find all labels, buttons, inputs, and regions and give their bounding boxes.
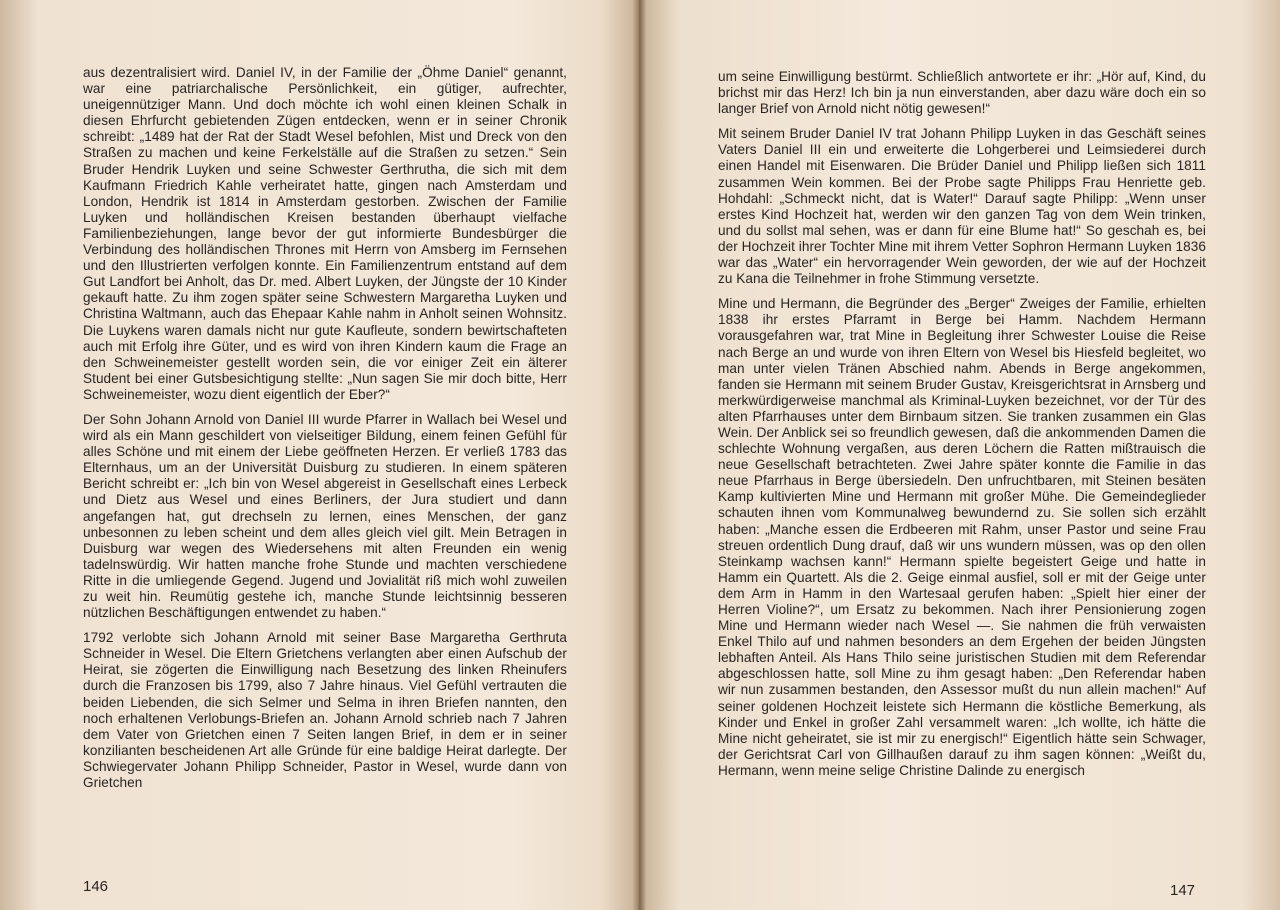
- left-page-text: [83, 65, 567, 800]
- paragraph: um seine Einwilligung bestürmt. Schließlich antwortete er ihr: „Hör auf, Kind, du brichst mir das Herz! Ich bin ja nun einverstanden, aber dazu wäre doch ein so langer Brief von Arnold nicht nötig gewesen!“: [718, 69, 1206, 117]
- paragraph: aus dezentralisiert wird. Daniel IV, in der Familie der „Öhme Daniel“ genannt, war eine patriarchalische Persönlichkeit, ein gütiger, aufrechter, uneigennütziger Mann. Und doch möchte ich wohl einen kleinen Schalk in diesen Ehrfurcht gebietenden Zügen entdecken, wenn er in seiner Chronik schreibt: „1489 hat der Rat der Stadt Wesel befohlen, Mist und Dreck von den Straßen zu machen und keine Ferkelställe auf die Straßen zu setzen.“ Sein Bruder Hendrik Luyken und seine Schwester Gerthrutha, die sich mit dem Kaufmann Friedrich Kahle verheiratet hatte, gingen nach Amsterdam und London, Hendrik ist 1814 in Amsterdam gestorben. Zwischen der Familie Luyken und holländischen Kreisen bestanden überhaupt vielfache Familienbeziehungen, lange bevor der gut informierte Bundesbürger die Verbindung des holländischen Thrones mit Herrn von Amsberg im Fernsehen und den Illustrierten verfolgen konnte. Ein Familienzentrum entstand auf dem Gut Landfort bei Anholt, das Dr. med. Albert Luyken, der Jüngste der 10 Kinder gekauft hatte. Zu ihm zogen später seine Schwestern Margaretha Luyken und Christina Waltmann, auch das Ehepaar Kahle nahm in Anholt seinen Wohnsitz. Die Luykens waren damals nicht nur gute Kaufleute, sondern bewirtschafteten auch mit Erfolg ihre Güter, und es wird von ihren Kindern kaum die Frage an den Schweinemeister gestellt worden sein, die vor einiger Zeit ein älterer Student bei einer Gutsbesichtigung stellte: „Nun sagen Sie mir doch bitte, Herr Schweinemeister, wozu dient eigentlich der Eber?“: [83, 65, 567, 402]
- paragraph: Mine und Hermann, die Begründer des „Berger“ Zweiges der Familie, erhielten 1838 ihr erstes Pfarramt in Berge bei Hamm. Nachdem Hermann vorausgefahren war, trat Mine in Begleitung ihrer Schwester Louise die Reise nach Berge an und wurde von ihren Eltern von Wesel bis Hiesfeld begleitet, wo man unter vielen Tränen Abschied nahm. Abends in Berge angekommen, fanden sie Hermann mit seinem Bruder Gustav, Kreisgerichtsrat in Arnsberg und merkwürdigerweise manchmal als Kriminal-Luyken bezeichnet, vor der Tür des alten Pfarrhauses unter dem Birnbaum sitzen. Sie tranken zusammen ein Glas Wein. Der Anblick sei so freundlich gewesen, daß die ankommenden Damen die schlechte Wohnung vergaßen, aus deren Löchern die Ratten mißtrauisch die neue Gesellschaft betrachteten. Zwei Jahre später konnte die Familie in das neue Pfarrhaus in Berge übersiedeln. Den unfruchtbaren, mit Steinen besäten Kamp kultivierten Mine und Hermann mit großer Mühe. Die Gemeindeglieder schauten ihnen vom Kommunalweg bewundernd zu. Sie sollen sich erzählt haben: „Manche essen die Erdbeeren mit Rahm, unser Pastor und seine Frau streuen ordentlich Dung drauf, daß wir uns wundern müssen, was op den ollen Steinkamp wachsen kann!“ Hermann spielte begeistert Geige und hatte in Hamm ein Quartett. Als die 2. Geige einmal ausfiel, soll er mit der Geige unter dem Arm in Hamm in den Wartesaal gerufen haben: „Spielt hier einer der Herren Violine?“, um Ersatz zu bekommen. Nach ihrer Pensionierung zogen Mine und Hermann wieder nach Wesel —. Sie nahmen die früh verwaisten Enkel Thilo auf und nahmen besonders an dem Ergehen der beiden Jüngsten lebhaften Anteil. Als Hans Thilo seine juristischen Studien mit dem Referendar abgeschlossen hatte, soll Mine zu ihm gesagt haben: „Den Referendar haben wir nun zusammen bestanden, den Assessor mußt du nun allein machen!“ Auf seiner goldenen Hochzeit leistete sich Hermann die köstliche Bemerkung, als Kinder und Enkel in großer Zahl versammelt waren: „Ich wollte, ich hätte die Mine nicht geheiratet, sie ist mir zu energisch!“ Eigentlich hätte sein Schwager, der Gerichtsrat Carl von Gillhaußen darauf zu ihm sagen können: „Weißt du, Hermann, wenn meine selige Christine Dalinde zu energisch: [718, 296, 1206, 778]
- left-page: [0, 0, 638, 910]
- page-number-right: 147: [1170, 882, 1196, 899]
- paragraph: Mit seinem Bruder Daniel IV trat Johann Philipp Luyken in das Geschäft seines Vaters Daniel III ein und erweiterte die Lohgerberei und Leimsiederei durch einen Handel mit Eisenwaren. Die Brüder Daniel und Philipp ließen sich 1811 zusammen Wein kommen. Bei der Probe sagte Philipps Frau Henriette geb. Hohdahl: „Schmeckt nicht, dat is Water!“ Darauf sagte Philipp: „Wenn unser erstes Kind Hochzeit hat, werden wir den ganzen Tag von dem Wein trinken, und du sollst mal sehen, was er dann für eine Blume hat!“ So geschah es, bei der Hochzeit ihrer Tochter Mine mit ihrem Vetter Sophron Hermann Luyken 1836 war das „Water“ ein hervorragender Wein geworden, der wie auf der Hochzeit zu Kana die Teilnehmer in frohe Stimmung versetzte.: [718, 126, 1206, 287]
- right-page-text: [718, 69, 1206, 788]
- right-page: [642, 0, 1280, 910]
- paragraph: 1792 verlobte sich Johann Arnold mit seiner Base Margaretha Gerthruta Schneider in Wesel. Die Eltern Grietchens verlangten aber einen Aufschub der Heirat, sie zögerten die Einwilligung nach Besetzung des linken Rheinufers durch die Franzosen bis 1799, also 7 Jahre hinaus. Viel Gefühl vertrauten die beiden Liebenden, die sich Selmer und Selma in ihren Briefen nannten, den noch erhaltenen Verlobungs-Briefen an. Johann Arnold schrieb nach 7 Jahren dem Vater von Grietchen einen 7 Seiten langen Brief, in dem er in seiner konzilianten bescheidenen Art alle Gründe für eine baldige Heirat darlegte. Der Schwiegervater Johann Philipp Schneider, Pastor in Wesel, wurde dann von Grietchen: [83, 630, 567, 791]
- page-number-left: 146: [83, 878, 109, 895]
- paragraph: Der Sohn Johann Arnold von Daniel III wurde Pfarrer in Wallach bei Wesel und wird als ein Mann geschildert von vielseitiger Bildung, einem feinen Gefühl für alles Schöne und mit einem der Liebe geöffneten Herzen. Er verließ 1783 das Elternhaus, um an der Universität Duisburg zu studieren. In einem späteren Bericht schreibt er: „Ich bin von Wesel abgereist in Gesellschaft eines Lerbeck und Dietz aus Wesel und eines Berliners, der Jura studiert und dann angefangen hat, gut drechseln zu lernen, eines Menschen, der ganz unbesonnen zu leben scheint und dem alles gleich viel gilt. Mein Betragen in Duisburg war wegen des Wiedersehens mit alten Freunden ein wenig tadelnswürdig. Wir hatten manche frohe Stunde und machten verschiedene Ritte in die umliegende Gegend. Jugend und Jovialität riß mich wohl zuweilen zu weit hin. Reumütig gestehe ich, manche Stunde leichtsinnig besseren nützlichen Beschäftigungen entwendet zu haben.“: [83, 411, 567, 621]
